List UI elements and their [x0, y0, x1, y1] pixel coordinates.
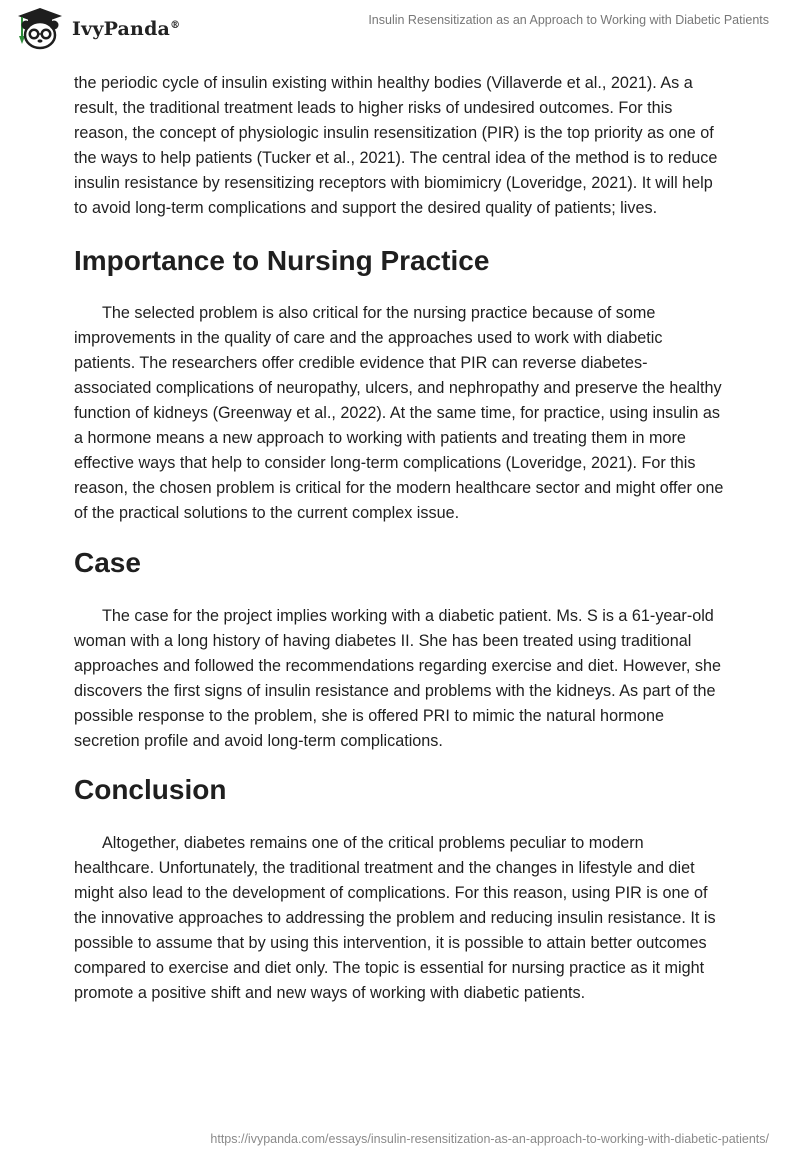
source-url[interactable]: https://ivypanda.com/essays/insulin-resensitization-as-an-approach-to-working-with-diabetic-patients/ — [210, 1132, 769, 1146]
importance-paragraph: The selected problem is also critical for the nursing practice because of some improvements in the quality of care and the approaches used to work with diabetic patients. The researchers offer credible evidence that PIR can reverse diabetes-associated complications of neuropathy, ulcers, and nephropathy and preserve the healthy function of kidneys (Greenway et al., 2022). At the same time, for practice, using insulin as a hormone means a new approach to working with patients and treating them in more effective ways that help to consider long-term complications (Loveridge, 2021). For this reason, the chosen problem is critical for the modern healthcare sector and might offer one of the practical solutions to the current complex issue. — [74, 304, 724, 522]
brand-name: IvyPanda® — [72, 18, 181, 40]
intro-paragraph: the periodic cycle of insulin existing within healthy bodies (Villaverde et al., 2021). As a result, the traditional treatment leads to higher risks of undesired outcomes. For this reason, the concept of physiologic insulin resensitization (PIR) is the top priority as one of the ways to help patients (Tucker et al., 2021). The central idea of the method is to reduce insulin resistance by resensitizing receptors with biomimicry (Loveridge, 2021). It will help to avoid long-term complications and support the desired quality of patients; lives. — [74, 74, 718, 217]
heading-importance: Importance to Nursing Practice — [74, 245, 490, 276]
heading-case: Case — [74, 547, 141, 578]
heading-conclusion: Conclusion — [74, 774, 227, 805]
panda-logo-icon — [14, 6, 66, 52]
conclusion-paragraph: Altogether, diabetes remains one of the critical problems peculiar to modern healthcare. Unfortunately, the traditional treatment and the changes in lifestyle and diet might also lead to the development of complications. For this reason, using PIR is one of the innovative approaches to addressing the problem and reducing insulin resistance. It is possible to assume that by using this intervention, it is possible to attain better outcomes compared to exercise and diet only. The topic is essential for nursing practice as it might promote a positive shift and new ways of working with diabetic patients. — [74, 834, 716, 1002]
case-paragraph: The case for the project implies working with a diabetic patient. Ms. S is a 61-year-old woman with a long history of having diabetes II. She has been treated using traditional approaches and followed the recommendations regarding exercise and diet. However, she discovers the first signs of insulin resistance and problems with the kidneys. As part of the possible response to the problem, she is offered PRI to mimic the natural hormone secretion profile and avoid long-term complications. — [74, 607, 721, 750]
essay-body — [74, 71, 724, 1006]
page-header — [0, 0, 800, 70]
ivypanda-logo[interactable] — [14, 6, 180, 52]
document-title: Insulin Resensitization as an Approach to Working with Diabetic Patients — [368, 13, 769, 27]
